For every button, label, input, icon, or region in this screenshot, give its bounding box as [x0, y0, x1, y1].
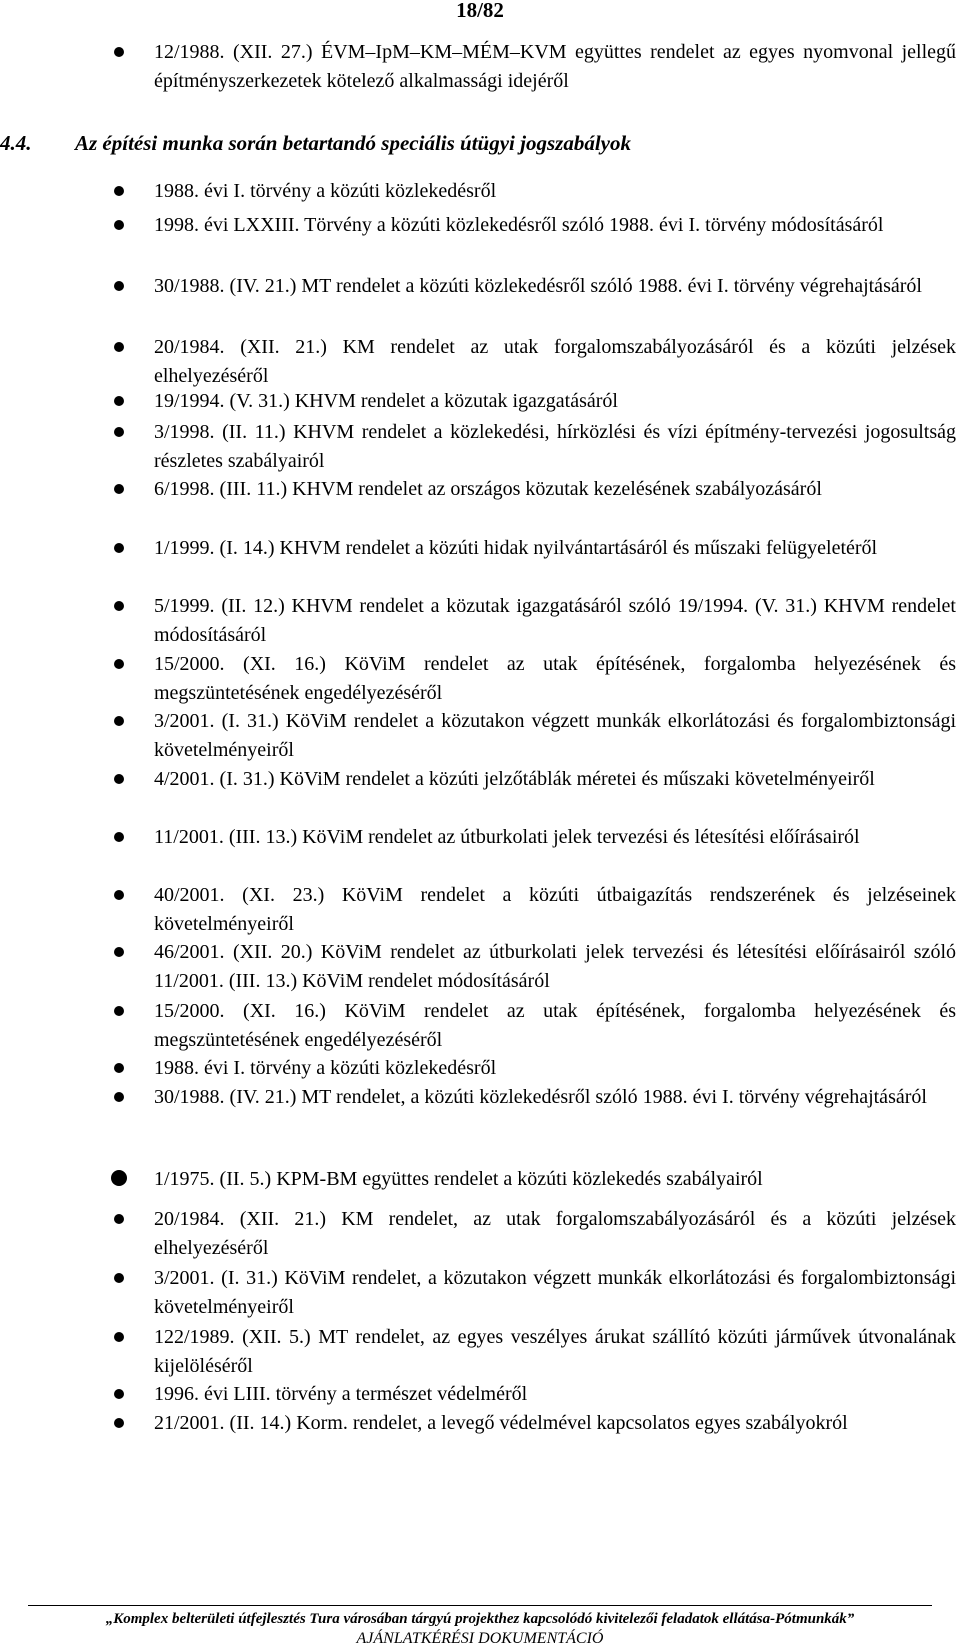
- footer-divider: [28, 1605, 932, 1606]
- list-item: [154, 1264, 956, 1321]
- bullet-icon: [114, 1332, 124, 1342]
- list-item-text: 1996. évi LIII. törvény a természet védelméről: [154, 1383, 528, 1405]
- bullet-icon: [114, 47, 124, 57]
- list-item: [154, 765, 956, 794]
- list-item: [154, 592, 956, 649]
- footer-title: „Komplex belterületi útfejlesztés Tura városában tárgyú projekthez kapcsolódó kivitelezői feladatok ellátása-Pótmunkák”: [105, 1611, 855, 1627]
- list-item-text: 11/2001. (III. 13.) KöViM rendelet az útburkolati jelek tervezési és létesítési előírásairól: [154, 826, 860, 848]
- page-number: 18/82: [456, 0, 504, 22]
- list-item-text: 12/1988. (XII. 27.) ÉVM–IpM–KM–MÉM–KVM együttes rendelet az egyes nyomvonal jellegű építményszerkezetek kötelező alkalmassági idejéről: [154, 41, 956, 92]
- bullet-icon: [114, 601, 124, 611]
- bullet-icon: [114, 1092, 124, 1102]
- list-item-text: 122/1989. (XII. 5.) MT rendelet, az egyes veszélyes árukat szállító közúti járművek útvonalának kijelöléséről: [154, 1326, 956, 1377]
- bullet-icon: [114, 427, 124, 437]
- list-item: [154, 1165, 956, 1194]
- list-item: [154, 1054, 956, 1083]
- list-item-text: 21/2001. (II. 14.) Korm. rendelet, a levegő védelmével kapcsolatos egyes szabályokról: [154, 1412, 848, 1434]
- list-item-text: 1/1999. (I. 14.) KHVM rendelet a közúti hidak nyilvántartásáról és műszaki felügyeletéről: [154, 537, 878, 559]
- list-item-text: 6/1998. (III. 11.) KHVM rendelet az országos közutak kezelésének szabályozásáról: [154, 478, 822, 500]
- footer-subtitle: AJÁNLATKÉRÉSI DOKUMENTÁCIÓ: [356, 1630, 604, 1647]
- list-item: [154, 997, 956, 1054]
- section-number: 4.4.: [0, 131, 32, 155]
- bullet-icon: [114, 716, 124, 726]
- list-item-text: 3/1998. (II. 11.) KHVM rendelet a közlekedési, hírközlési és vízi építmény-tervezési jogosultság részletes szabályairól: [154, 421, 956, 472]
- bullet-icon: [114, 832, 124, 842]
- list-item-text: 1988. évi I. törvény a közúti közlekedésről: [154, 180, 497, 202]
- list-item: [154, 881, 956, 938]
- list-item-text: 15/2000. (XI. 16.) KöViM rendelet az utak építésének, forgalomba helyezésének és megszüntetésének engedélyezéséről: [154, 653, 956, 704]
- list-item-text: 1998. évi LXXIII. Törvény a közúti közlekedésről szóló 1988. évi I. törvény módosításáról: [154, 214, 884, 236]
- bullet-icon: [114, 1063, 124, 1073]
- list-item: [154, 38, 956, 95]
- bullet-icon: [114, 1214, 124, 1224]
- bullet-icon: [114, 342, 124, 352]
- bullet-icon: [114, 281, 124, 291]
- list-item-text: 3/2001. (I. 31.) KöViM rendelet a közutakon végzett munkák elkorlátozási és forgalombiztonsági követelményeiről: [154, 710, 956, 761]
- list-item-text: 30/1988. (IV. 21.) MT rendelet, a közúti közlekedésről szóló 1988. évi I. törvény végrehajtásáról: [154, 1086, 927, 1108]
- list-item: [154, 1409, 956, 1438]
- list-item: [154, 272, 956, 301]
- list-item: [154, 1083, 956, 1112]
- bullet-icon: [114, 396, 124, 406]
- bullet-icon: [114, 1006, 124, 1016]
- list-item: [154, 1380, 956, 1409]
- list-item: [154, 177, 956, 206]
- list-item: [154, 650, 956, 707]
- list-item: [154, 333, 956, 390]
- list-item: [154, 823, 956, 852]
- bullet-icon: [114, 1389, 124, 1399]
- bullet-icon: [114, 484, 124, 494]
- list-item: [154, 938, 956, 995]
- bullet-icon: [114, 890, 124, 900]
- section-title: Az építési munka során betartandó speciális útügyi jogszabályok: [75, 131, 631, 155]
- list-item-text: 19/1994. (V. 31.) KHVM rendelet a közutak igazgatásáról: [154, 390, 618, 412]
- bullet-icon: [114, 186, 124, 196]
- list-item-text: 1/1975. (II. 5.) KPM-BM együttes rendelet a közúti közlekedés szabályairól: [154, 1168, 763, 1190]
- list-item: [154, 418, 956, 475]
- list-item-text: 15/2000. (XI. 16.) KöViM rendelet az utak építésének, forgalomba helyezésének és megszüntetésének engedélyezéséről: [154, 1000, 956, 1051]
- list-item: [154, 387, 956, 416]
- list-item-text: 30/1988. (IV. 21.) MT rendelet a közúti közlekedésről szóló 1988. évi I. törvény végrehajtásáról: [154, 275, 922, 297]
- list-item-text: 3/2001. (I. 31.) KöViM rendelet, a közutakon végzett munkák elkorlátozási és forgalombiztonsági követelményeiről: [154, 1267, 956, 1318]
- list-item-text: 1988. évi I. törvény a közúti közlekedésről: [154, 1057, 497, 1079]
- list-item-text: 20/1984. (XII. 21.) KM rendelet, az utak forgalomszabályozásáról és a közúti jelzések elhelyezéséről: [154, 1208, 956, 1259]
- list-item-text: 46/2001. (XII. 20.) KöViM rendelet az útburkolati jelek tervezési és létesítési előírásairól szóló 11/2001. (III. 13.) KöViM rendelet módosításáról: [154, 941, 956, 992]
- list-item: [154, 475, 956, 504]
- list-item-text: 4/2001. (I. 31.) KöViM rendelet a közúti jelzőtáblák méretei és műszaki követelményeiről: [154, 768, 875, 790]
- bullet-icon: [114, 543, 124, 553]
- list-item-text: 5/1999. (II. 12.) KHVM rendelet a közutak igazgatásáról szóló 19/1994. (V. 31.) KHVM rendelet módosításáról: [154, 595, 956, 646]
- list-item: [154, 1323, 956, 1380]
- bullet-icon: [114, 659, 124, 669]
- list-item: [154, 211, 956, 240]
- bullet-icon: [111, 1170, 127, 1186]
- bullet-icon: [114, 947, 124, 957]
- list-item: [154, 1205, 956, 1262]
- bullet-icon: [114, 220, 124, 230]
- bullet-icon: [114, 1273, 124, 1283]
- list-item-text: 20/1984. (XII. 21.) KM rendelet az utak forgalomszabályozásáról és a közúti jelzések elhelyezéséről: [154, 336, 956, 387]
- bullet-icon: [114, 1418, 124, 1428]
- list-item: [154, 707, 956, 764]
- bullet-icon: [114, 774, 124, 784]
- list-item: [154, 534, 956, 563]
- list-item-text: 40/2001. (XI. 23.) KöViM rendelet a közúti útbaigazítás rendszerének és jelzéseinek követelményeiről: [154, 884, 956, 935]
